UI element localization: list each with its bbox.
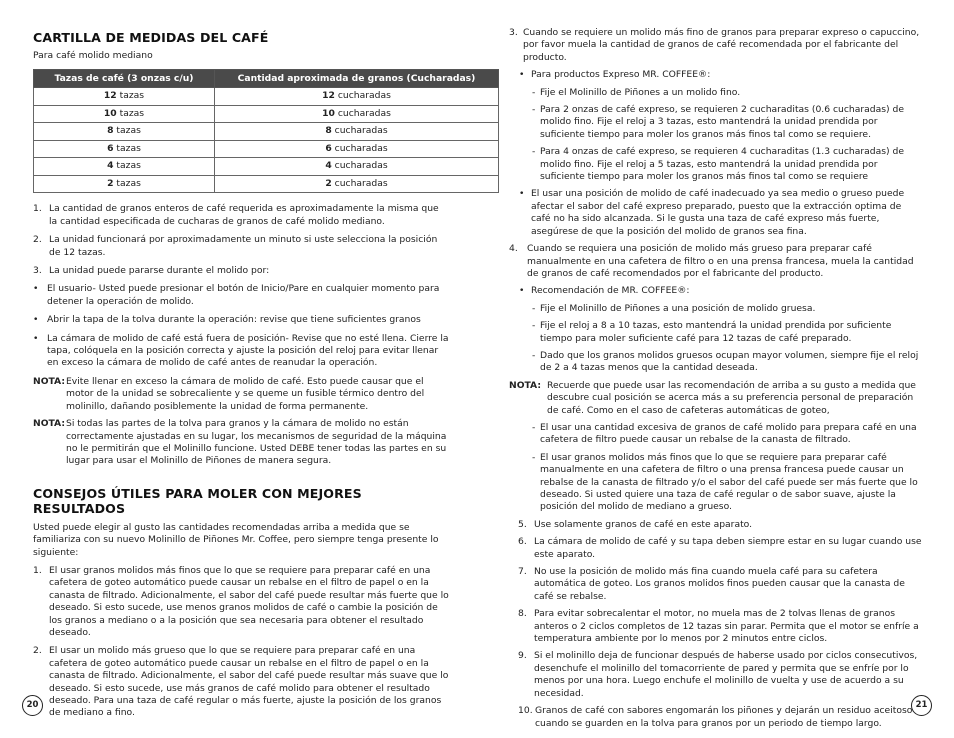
- table-row: 10 tazas 10 cucharadas: [34, 105, 499, 123]
- dash-item: - El usar una cantidad excesiva de granos de café molido para prepara café en una cafetera de filtro puede causar un rebalse de la canasta de filtrado.: [532, 421, 917, 446]
- list-item: 6. La cámara de molido de café y su tapa deben siempre estar en su lugar cuando use este aparato.: [518, 536, 922, 560]
- list-item: 10. Granos de café con sabores engomarán los piñones y dejarán un residuo aceitoso cuando se guarden en la tolva para granos por un periodo de tiempo largo.: [518, 705, 913, 729]
- note: NOTA: Evite llenar en exceso la cámara de molido de café. Esto puede causar que el motor de la unidad se sobrecaliente y se queme un fusible térmico dentro del molinillo, dañando posiblemente la unidad de forma permanente.: [33, 375, 425, 412]
- section-intro: Usted puede elegir al gusto las cantidades recomendadas arriba a medida que se familiariza con su nuevo Molinillo de Piñones Mr. Coffee, pero siempre tenga presente lo siguiente:: [33, 521, 439, 558]
- numbered-list: [509, 519, 922, 730]
- list-item: 3. Cuando se requiere un molido más fino de granos para preparar expreso o capuccino, por favor muela la cantidad de granos de café recomendada por el fabricante del producto.: [509, 27, 920, 63]
- table-row: 2 tazas 2 cucharadas: [34, 175, 499, 193]
- dash-item: - Para 4 onzas de café expreso, se requieren 4 cucharaditas (1.3 cucharadas) de molido fino. Fije el reloj a 5 tazas, esto mantendrá la unidad prendida por suficiente tiempo para moler los granos más finos tal como se requiere: [532, 146, 905, 183]
- list-item: • La cámara de molido de café está fuera de posición- Revise que no esté llena. Cierre la tapa, colóquela en la posición correcta y ajuste la posición del reloj para evitar llenar en exceso la cámara de molido de café antes de reanudar la operación.: [33, 332, 449, 369]
- page-number: 20: [22, 695, 43, 716]
- list-item: 4. Cuando se requiera una posición de molido más grueso para preparar café manualmente en una cafetera de filtro o en una prensa francesa, muela la cantidad de granos de café recomendados por el fabricante del producto.: [509, 243, 914, 279]
- list-item: • Abrir la tapa de la tolva durante la operación: revise que tiene suficientes granos: [33, 314, 421, 326]
- list-item: 7. No use la posición de molido más fina cuando muela café para su cafetera automática de goteo. Los granos molidos finos pueden causar que la canasta de café se rebalse.: [518, 566, 905, 602]
- dash-item: - Fije el Molinillo de Piñones a una posición de molido gruesa.: [532, 302, 816, 314]
- page-title: CARTILLA DE MEDIDAS DEL CAFÉ: [33, 30, 269, 45]
- bullet-item: • El usar una posición de molido de café inadecuado ya sea medio o grueso puede afectar el sabor del café expreso preparado, puesto que la extracción optima de café no ha sido alcanzada. Si le gusta una taza de café expreso más fuerte, asegúrese de que la posición del molido de granos sea fina.: [519, 188, 905, 237]
- bullet-item: • Recomendación de MR. COFFEE®:: [519, 285, 690, 297]
- table-row: 4 tazas 4 cucharadas: [34, 158, 499, 176]
- dash-item: - Dado que los granos molidos gruesos ocupan mayor volumen, siempre fije el reloj de 2 a 4 tazas menos que la cantidad deseada.: [532, 349, 919, 374]
- column-header-cups: Tazas de café (3 onzas c/u): [34, 70, 215, 88]
- note: NOTA: Si todas las partes de la tolva para granos y la cámara de molido no están correctamente ajustadas en su lugar, los mecanismos de seguridad de la máquina no le permitirán que el Molinillo funcione. Usted DEBE tener todas las partes en su lugar para usar el Molinillo de Piñones de manera segura.: [33, 418, 447, 467]
- list-item: 2. El usar un molido más grueso que lo que se requiere para preparar café en una cafetera de goteo automático puede causar un rebalse en el filtro de papel o en la canasta de filtrado. Adicionalmente, el sabor del café puede resultar más suave que lo deseado. Si esto sucede, use más granos de café molido para obtener el resultado deseado. Para una taza de café regular o más fuerte, ajuste la posición de los granos de mediano a fino.: [33, 645, 449, 719]
- list-item: 9. Si el molinillo deja de funcionar después de haberse usado por ciclos consecutivos, desenchufe el molinillo del tomacorriente de pared y permita que se enfríe por lo menos por una hora. Luego enchufe el molinillo de vuelta y use de acuerdo a su necesidad.: [518, 650, 918, 699]
- table-row: 12 tazas 12 cucharadas: [34, 88, 499, 106]
- table-row: 8 tazas 8 cucharadas: [34, 123, 499, 141]
- page-number: 21: [911, 695, 932, 716]
- coffee-measure-table: [33, 69, 499, 193]
- table-row: 6 tazas 6 cucharadas: [34, 140, 499, 158]
- note: NOTA: Recuerde que puede usar las recomendación de arriba a su gusto a medida que descubre cual posición se acerca más a su preferencia personal de preparación de café. Como en el caso de cafeteras automáticas de goteo,: [509, 379, 916, 416]
- dash-item: - Fije el Molinillo de Piñones a un molido fino.: [532, 86, 741, 98]
- dash-item: - Fije el reloj a 8 a 10 tazas, esto mantendrá la unidad prendida por suficiente tiempo para moler suficiente café para 12 tazas de café preparado.: [532, 320, 892, 344]
- bullet-item: • Para productos Expreso MR. COFFEE®:: [519, 69, 711, 81]
- list-item: 5. Use solamente granos de café en este aparato.: [518, 518, 753, 530]
- dash-item: - Para 2 onzas de café expreso, se requieren 2 cucharaditas (0.6 cucharadas) de molido fino. Fije el reloj a 3 tazas, esto mantendrá la unidad prendida por suficiente tiempo para moler los granos más finos tal como se requiere.: [532, 104, 905, 140]
- list-item: 1. El usar granos molidos más finos que lo que se requiere para preparar café en una cafetera de goteo automático puede causar un rebalse en el filtro de papel o en la canasta de filtrado. Adicionalmente, el sabor del café puede resultar más fuerte que lo deseado. Si esto sucede, use menos granos molidos de café o cambie la posición de los granos a mediano o a la posición que sea necesaria para obtener el resultado deseado.: [33, 564, 449, 638]
- list-item: 1. La cantidad de granos enteros de café requerida es aproximadamente la misma que la cantidad especificada de cucharas de granos de café molido mediano.: [33, 203, 439, 227]
- dash-item: - El usar granos molidos más finos que lo que se requiere para preparar café manualmente en una cafetera de filtro o una prensa francesa puede causar un rebalse de la canasta de filtrado y/o el sabor del café puede ser más fuerte que lo deseado. Si usted quiere una taza de café regular o de sabor suave, ajuste la posición del molido de mediano a grueso.: [532, 451, 918, 513]
- list-item: 8. Para evitar sobrecalentar el motor, no muela mas de 2 tolvas llenas de granos anteros o 2 ciclos completos de 12 tazas sin parar. Permita que el motor se enfríe a temperatura ambiente por lo menos por 2 minutos entre ciclos.: [518, 608, 919, 645]
- section-title: CONSEJOS ÚTILES PARA MOLER CON MEJORES RESULTADOS: [33, 485, 362, 516]
- list-item: 3. La unidad puede pararse durante el molido por:: [33, 265, 270, 277]
- column-header-spoons: Cantidad aproximada de granos (Cucharadas): [215, 70, 499, 88]
- right-page: [477, 0, 954, 738]
- list-item: 2. La unidad funcionará por aproximadamente un minuto si uste selecciona la posición de 12 tazas.: [33, 234, 438, 258]
- list-item: • El usuario- Usted puede presionar el botón de Inicio/Pare en cualquier momento para detener la operación de molido.: [33, 283, 440, 307]
- subtitle: Para café molido mediano: [33, 50, 153, 61]
